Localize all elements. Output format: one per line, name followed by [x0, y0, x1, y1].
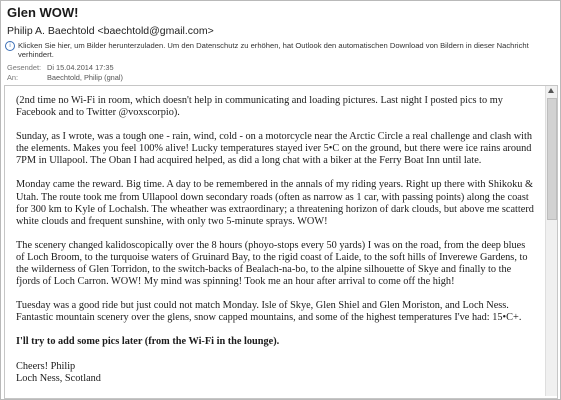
email-subject: Glen WOW! [7, 5, 79, 20]
signature-line: Cheers! Philip [16, 360, 76, 372]
scroll-thumb[interactable] [547, 98, 557, 220]
info-icon: i [5, 41, 15, 51]
scroll-up-arrow-icon[interactable] [548, 88, 554, 93]
body-paragraph: The scenery changed kalidoscopically over the 8 hours (phoyo-stops every 50 yards) I was on the road, from the deep blues of Loch Broom, to the turquoise waters of Gruinard Bay, to the rigid coast of Laide, to the soft hills of Inverewe Gardens, to the wilderness of Glen Torridon, to the switch-backs of Bealach-na-bo, to the alpine silhouette of Skye and finally to the fjords of Loch Carron. WOW! My mind was spinning! Took me an hour after arrival to come off the high! [16, 239, 528, 288]
download-images-notice[interactable] [5, 41, 553, 59]
to-value[interactable]: Baechtold, Philip (gnal) [47, 73, 124, 82]
notice-text: Klicken Sie hier, um Bilder herunterzuladen. Um den Datenschutz zu erhöhen, hat Outlook den automatischen Download von Bildern in dieser Nachricht verhindert. [18, 41, 529, 59]
body-paragraph-bold: I'll try to add some pics later (from the Wi-Fi in the lounge). [16, 336, 280, 348]
body-paragraph: Tuesday was a good ride but just could not match Monday. Isle of Skye, Glen Shiel and Glen Moriston, and Loch Ness. Fantastic mountain scenery over the glens, snow capped mountains, and some of the highest temperatures I've had: 15•C+. [16, 300, 522, 324]
body-paragraph: (2nd time no Wi-Fi in room, which doesn't help in communicating and loading pictures. Last night I posted pics to my Facebook and to Twitter @voxscorpio). [16, 95, 503, 119]
to-row [7, 73, 123, 82]
vertical-scrollbar[interactable] [545, 86, 557, 396]
sent-value: Di 15.04.2014 17:35 [47, 63, 114, 72]
email-sender[interactable]: Philip A. Baechtold <baechtold@gmail.com> [7, 25, 214, 37]
signature-line: Loch Ness, Scotland [16, 372, 101, 384]
message-body [16, 95, 536, 385]
sent-label: Gesendet: [7, 63, 42, 72]
message-body-pane[interactable] [4, 85, 558, 399]
body-paragraph: Sunday, as I wrote, was a tough one - rain, wind, cold - on a motorcycle near the Arctic Circle a real challenge and clash with the elements. Makes you feel 100% alive! Lucky temperatures stayed iver 5•C on the ground, but there were ice rains around 7PM in Ullapool. The Oban I had acquired helped, as did a long chat with a biker at the Ferry Boat Inn until late. [16, 131, 532, 167]
body-paragraph: Monday came the reward. Big time. A day to be remembered in the annals of my riding years. Right up there with Shikoku & Utah. The route took me from Ullapool down secondary roads (often as narrow as 1 car, with passing points) along the coast for 300 km to Kyle of Lochalsh. The wheather was extraordinary; a threatening horizon of dark clouds, but above me scatterd white clouds and frequent sunshine, with only two 5-minute sprays. WOW! [16, 179, 534, 227]
sent-row [7, 63, 114, 72]
to-label: An: [7, 73, 19, 82]
